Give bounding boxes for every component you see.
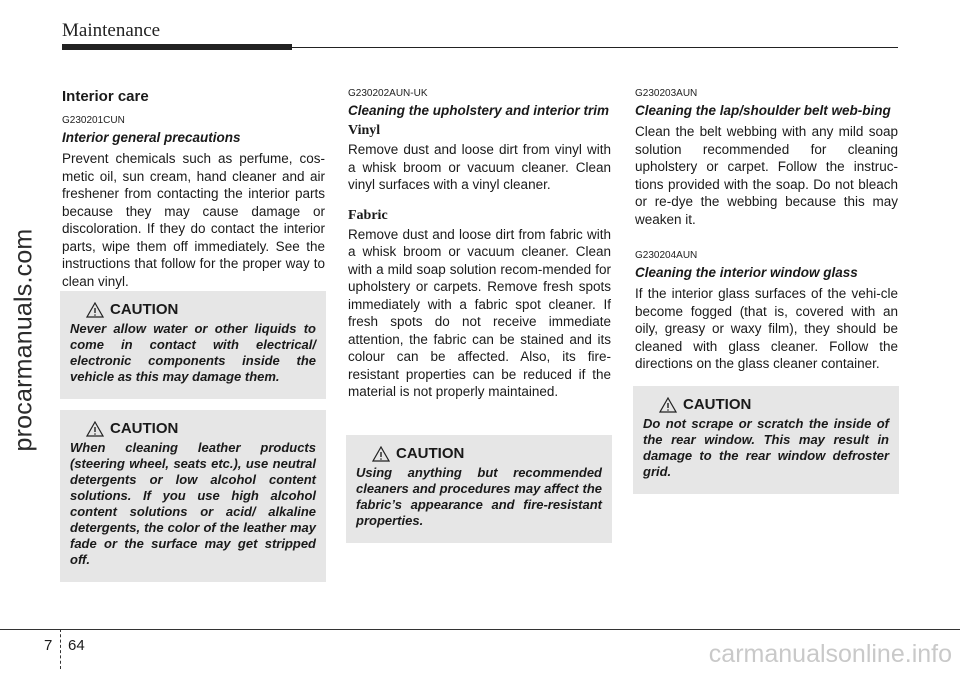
- vinyl-heading: Vinyl: [348, 123, 381, 138]
- subheading-general-precautions: Interior general precautions: [62, 130, 241, 145]
- caution-box-rear-window: [633, 386, 899, 494]
- body-text-fabric: Remove dust and loose dirt from fabric with a whisk broom or vacuum cleaner. Clean with a mild soap solution recom-mended for upholstery or carpets. Remove fresh spots immediately with a fabric spot cleaner. If fresh spots do not receive immediate attention, the fabric can be stained and its colour can be affected. Also, its fire-resistant properties can be reduced if the material is not properly maintained.: [348, 226, 611, 399]
- warning-triangle-icon: [86, 302, 104, 318]
- side-watermark-text: procarmanuals.com: [9, 228, 38, 452]
- section-heading-interior-care: Interior care: [62, 88, 149, 105]
- section-code: G230203AUN: [635, 88, 698, 99]
- caution-text: Using anything but recommended cleaners and procedures may affect the fabric’s appearance and fire-resistant properties.: [356, 465, 602, 528]
- subheading-belt-webbing: Cleaning the lap/shoulder belt web-bing: [635, 103, 891, 118]
- column-1: [62, 88, 325, 290]
- body-text-vinyl: Remove dust and loose dirt from vinyl with a whisk broom or vacuum cleaner. Clean vinyl surfaces with a vinyl cleaner.: [348, 142, 611, 192]
- caution-title: [356, 445, 602, 462]
- fabric-heading: Fabric: [348, 207, 388, 223]
- footer-divider: [60, 629, 61, 669]
- caution-text: Do not scrape or scratch the inside of the rear window. This may result in damage to the rear window defroster grid.: [643, 416, 889, 479]
- warning-triangle-icon: [659, 397, 677, 413]
- column-3: [635, 88, 898, 373]
- caution-title-text: CAUTION: [396, 445, 465, 462]
- body-text-general-precautions: Prevent chemicals such as perfume, cos-metic oil, sun cream, hand cleaner and air freshener from contacting the interior parts because they may cause damage or discoloration. If they do contact the interior parts, wipe them off immediately. See the instructions that follow for the proper way to clean vinyl.: [62, 151, 325, 289]
- body-text-window-glass: If the interior glass surfaces of the vehi-cle become fogged (that is, covered with an oily, greasy or waxy film), they should be cleaned with glass cleaner. Follow the directions on the glass cleaner container.: [635, 286, 898, 371]
- body-text-belt-webbing: Clean the belt webbing with any mild soap solution recommended for cleaning upholstery or carpet. Follow the instruc-tions provided with the soap. Do not bleach or re-dye the webbing because this may weaken it.: [635, 124, 898, 227]
- chapter-number: 7: [44, 637, 53, 654]
- page-header-title: Maintenance: [62, 20, 161, 41]
- section-code: G230204AUN: [635, 250, 698, 261]
- caution-title-text: CAUTION: [110, 420, 179, 437]
- column-2: [348, 88, 611, 401]
- caution-title: [643, 396, 889, 413]
- caution-box-cleaners: [346, 435, 612, 543]
- caution-text: Never allow water or other liquids to come in contact with electrical/ electronic components inside the vehicle as this may damage them.: [70, 321, 316, 384]
- warning-triangle-icon: [372, 446, 390, 462]
- subheading-window-glass: Cleaning the interior window glass: [635, 265, 858, 280]
- caution-title-text: CAUTION: [110, 301, 179, 318]
- caution-title: [70, 420, 316, 437]
- warning-triangle-icon: [86, 421, 104, 437]
- footer-rule: [0, 629, 960, 630]
- side-watermark: [4, 170, 44, 510]
- header-rule: [62, 47, 898, 48]
- subheading-upholstery: Cleaning the upholstery and interior trim: [348, 103, 610, 118]
- footer-watermark-url: carmanualsonline.info: [708, 640, 952, 668]
- section-code: G230201CUN: [62, 115, 125, 126]
- section-code: G230202AUN-UK: [348, 88, 428, 99]
- caution-title: [70, 301, 316, 318]
- caution-box-leather: [60, 410, 326, 582]
- page-number: 64: [68, 637, 85, 654]
- caution-title-text: CAUTION: [683, 396, 752, 413]
- caution-box-liquids: [60, 291, 326, 399]
- caution-text: When cleaning leather products (steering wheel, seats etc.), use neutral detergents or low alcohol content solutions. If you use high alcohol content solutions or acid/ alkaline detergents, the color of the leather may fade or the surface may get stripped off.: [70, 440, 316, 567]
